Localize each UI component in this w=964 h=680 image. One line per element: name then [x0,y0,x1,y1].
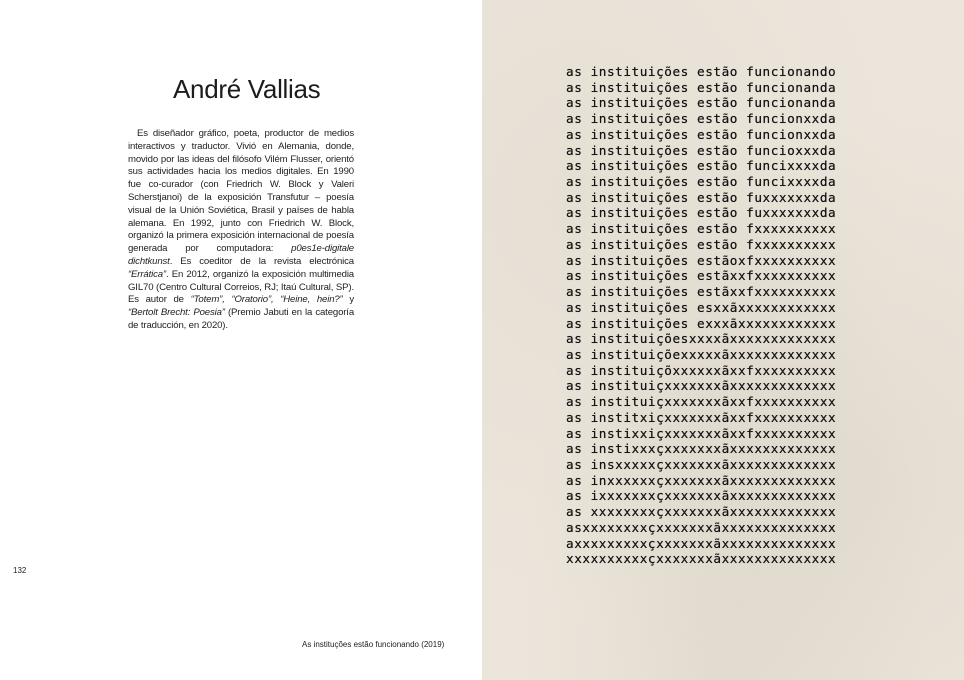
poem-line: as instituições estão fxxxxxxxxxx [566,221,837,237]
page-number: 132 [13,566,27,575]
author-name: André Vallias [173,74,321,104]
bio-text-3: . En 2012, organizó la exposición multimedia GIL70 (Centro Cultural Correios, RJ; Itaú Cultural, SP). Es autor de [128,268,354,306]
poem-line: as instituições esxxãxxxxxxxxxxxx [566,299,837,315]
poem-line: as instituiçõxxxxxxãxxfxxxxxxxxxx [566,362,837,378]
poem-line: xxxxxxxxxxçxxxxxxxãxxxxxxxxxxxxxx [566,551,837,567]
poem-line: as instituiçõexxxxxãxxxxxxxxxxxxx [566,346,837,362]
poem-line: as instituições estão funcionxxda [566,126,837,142]
poem-line: as instituiçxxxxxxxãxxfxxxxxxxxxx [566,394,837,410]
poem-line: as institxiçxxxxxxxãxxfxxxxxxxxxx [566,409,837,425]
poem-line: as instituições estão funcionanda [566,79,837,95]
bio-text-1: Es diseñador gráfico, poeta, productor de medios interactivos y traductor. Vivió en Alemania, donde, movido por las ideas del filósofo Vilém Flusser, orientó sus actividades hacia los medios digitales. En 1990 fue co-curador (con Friedrich W. Block y Valeri Scherstjanoi) de la exposición Transfutur – poesía visual de la Unión Soviética, Brasil y países de habla alemana. En 1992, junto con Friedrich W. Block, organizó la primera exposición internacional de poesía generada por computadora: [128,128,354,255]
poem-line: as ixxxxxxxçxxxxxxxãxxxxxxxxxxxxx [566,488,837,504]
poem-line: as instituiçxxxxxxxãxxxxxxxxxxxxx [566,378,837,394]
poem-line: as instituições exxxãxxxxxxxxxxxx [566,315,837,331]
poem-line: as instituições estão fuxxxxxxxda [566,205,837,221]
poem-line: as instituições estão fxxxxxxxxxx [566,236,837,252]
poem-line: as instituições estão funcioxxxda [566,142,837,158]
typewriter-poem [566,64,836,567]
poem-line: as inxxxxxxçxxxxxxxãxxxxxxxxxxxxx [566,472,837,488]
bio-work-title-3: “Totem”, “Oratorio”, “Heine, hein?” [190,294,343,306]
poem-line: as instituições estãxxfxxxxxxxxxx [566,284,837,300]
poem-line: as instixxxçxxxxxxxãxxxxxxxxxxxxx [566,441,837,457]
bio-work-title-2: “Errática” [128,268,166,280]
bio-text-2: . Es coeditor de la revista electrónica [169,255,354,267]
poem-line: as instituições estão fuxxxxxxxda [566,189,837,205]
bio-work-title-1: p0es1e-digitale dichtkunst [128,243,354,267]
poem-line: axxxxxxxxxçxxxxxxxãxxxxxxxxxxxxxx [566,535,837,551]
poem-line: as instituições estão funcixxxxda [566,158,837,174]
poem-line: as instituições estão funcionxxda [566,111,837,127]
author-bio [128,128,354,333]
poem-line: as xxxxxxxxçxxxxxxxãxxxxxxxxxxxxx [566,504,837,520]
poem-line: as insxxxxxçxxxxxxxãxxxxxxxxxxxxx [566,456,837,472]
poem-line: as instituições estão funcionando [566,64,837,79]
poem-line: as instituiçõesxxxxãxxxxxxxxxxxxx [566,331,837,347]
poem-line: as instixxiçxxxxxxxãxxfxxxxxxxxxx [566,425,837,441]
poem-line: as instituições estãxxfxxxxxxxxxx [566,268,837,284]
poem-line: as instituições estão funcionanda [566,95,837,111]
bio-work-title-4: “Bertolt Brecht: Poesia” [128,307,225,319]
bio-text-5: (Premio Jabuti en la categoría de traducción, en 2020). [128,307,355,331]
artwork-caption: As instituções estão funcionando (2019) [302,640,445,649]
poem-line: as instituições estãoxfxxxxxxxxxx [566,252,837,268]
poem-line: as instituições estão funcixxxxda [566,174,837,190]
poem-line: asxxxxxxxxçxxxxxxxãxxxxxxxxxxxxxx [566,519,837,535]
bio-text-4: y [342,294,354,306]
